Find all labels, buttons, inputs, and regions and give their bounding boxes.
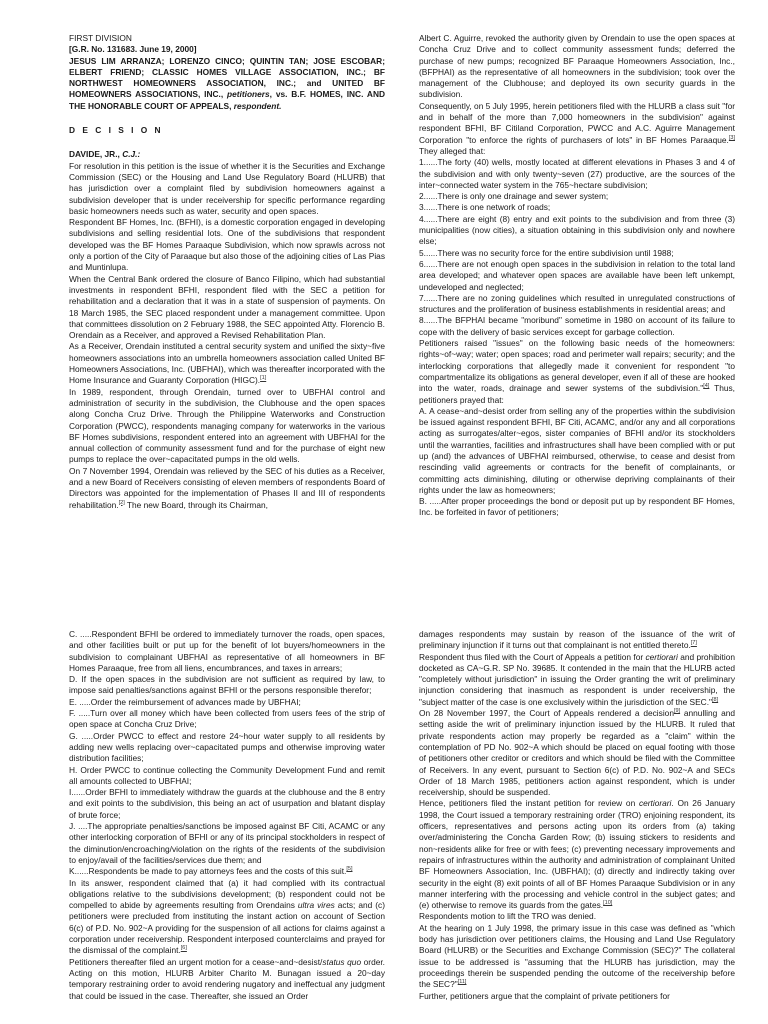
footnote-link[interactable]: [4] — [703, 383, 710, 390]
list-item: 3......There is one network of roads; — [419, 202, 551, 213]
paragraph-text: damages respondents may sustain by reason of the issuance of the writ of preliminary injunction if it turns out that complainant is not entitled thereto. — [419, 629, 735, 651]
list-item: 8......The BFPHAI became "moribund" sometime in 1980 on account of its failure to cope with the delivery of basic services except for garbage collection. — [419, 315, 735, 337]
paragraph — [419, 798, 735, 911]
footnote-link[interactable]: [9] — [673, 708, 681, 715]
paragraph: For resolution in this petition is the issue of whether it is the Securities and Exchange Commission (SEC) or the Housing and Land Use Regulatory Board (HLURB) that has jurisdiction over a complaint filed by subdivision homeowners against a subdivision developer that is under receivership for specific performance regarding basic homeowners needs such as water, security and open spaces. — [69, 160, 385, 216]
paragraph-text: On 28 November 1997, the Court of Appeals rendered a decision — [419, 708, 674, 719]
paragraph-text: In its answer, respondent claimed that (a) it had complied with its contractual obligations relative to the subdivisions development; (b) respondent could not be compelled to abide by agreements resulting from Orendains — [69, 877, 385, 911]
respondent-label: respondent. — [233, 100, 282, 111]
list-item: H. Order PWCC to continue collecting the Community Development Fund and remit all amounts collected to UBFHAI; — [69, 764, 385, 786]
paragraph-text: The new Board, through its Chairman, — [124, 499, 268, 510]
paragraph-text: Respondent thus filed with the Court of Appeals a petition for — [419, 651, 644, 662]
paragraph-text: Petitioners raised "issues" on the following basic needs of the homeowners: rights~of~way; water; open spaces; road and perimeter wall repairs; security; and the interlocking corporations that allegedly made it convenient for respondent "to compartmentalize its obligations as general developer, even if all of these are hooked into the water, roads, drainage and sewer systems of the subdivision." — [419, 338, 735, 394]
paragraph — [69, 466, 385, 511]
paragraph — [419, 708, 735, 798]
footnote-link[interactable]: [1] — [260, 375, 267, 382]
footnote-link[interactable]: [7] — [690, 640, 697, 647]
paragraph — [419, 923, 735, 991]
paragraph — [419, 101, 735, 157]
list-item: B. .....After proper proceedings the bond or deposit put up by respondent BF Homes, Inc. be forfeited in favor of petitioners; — [419, 496, 735, 518]
list-item: G. .....Order PWCC to effect and restore 24~hour water supply to all residents by adding new wells replacing over~capacitated pumps and otherwise improving water distribution facilities; — [69, 730, 385, 764]
list-item: I......Order BFHI to immediately withdraw the guards at the clubhouse and the 8 entry and exit points to the subdivision, this being an act of usurpation and blatant display of brute force; — [69, 787, 385, 820]
list-item: 7......There are no zoning guidelines which resulted in unregulated constructions of structures and the proliferation of business establishments in residential areas; and — [419, 292, 735, 315]
list-item: J. ....The appropriate penalties/sanctions be imposed against BF Citi, ACAMC or any other interlocking corporation of BFHI or any of its principal stockholders in respect of the diminution/encroaching/violation on the rights of the residents of the subdivision to enjoy/avail of the facilities/services due them; and — [69, 821, 385, 865]
paragraph-text: At the hearing on 1 July 1998, the primary issue in this case was defined as "which body has jurisdiction over petitioners claims, the Housing and Land Use Regulatory Board (HLURB) or the Securities and Exchange Commission (SEC)?" The collateral issue to be addressed is "assuming that the HLURB has jurisdiction, may the proceedings therein be suspended pending the outcome of the receivership before the SEC?" — [419, 922, 735, 990]
list-item: D. If the open spaces in the subdivision are not sufficient as required by law, to impose said penalties/sanctions against BFHI or the persons responsible therefor; — [69, 674, 385, 696]
list-item: A. A cease~and~desist order from selling any of the properties within the subdivision be issued against respondent BFHI, BF Citi, ACAMC, and/or any and all corporations acting as surrogates/alter~egos, sister companies of BFHI and/or its stockholders until the warranties, facilities and infrastructures shall have been complied with or put up (and) the advances of UBFHAI reimbursed, otherwise, to cease and desist from rescinding valid agreements or contracts for the benefit of complainants, or committing acts diminishing, diluting or otherwise depriving complainants of their rights under the law as homeowners; — [419, 405, 735, 495]
decision-heading: D E C I S I O N — [69, 125, 164, 136]
footnote-link[interactable]: [3] — [728, 134, 735, 141]
paragraph-text: As a Receiver, Orendain instituted a central security system and unified the sixty~five homeowners associations into an umbrella homeowners association called United BF Homeowners Associations, Inc. (UBFHAI), which was thereafter incorporated with the Home Insurance and Guaranty Corporation (HIGC). — [69, 341, 385, 386]
paragraph: Further, petitioners argue that the complaint of private petitioners for — [419, 990, 670, 1001]
petitioners-label: petitioners — [227, 89, 270, 100]
list-item: 5......There was no security force for the entire subdivision until 1988; — [419, 247, 674, 258]
paragraph-text: Consequently, on 5 July 1995, herein petitioners filed with the HLURB a class suit "for and in behalf of the more than 7,000 homeowners in the subdivision" against respondent BFHI, BF Citiland Corporation, PWCC and A.C. Aguirre Management Corporation "to enforce the rights of purchasers of lots" in BF Homes Paraaque. — [419, 100, 735, 145]
case-number: [G.R. No. 131683. June 19, 2000] — [69, 44, 197, 55]
paragraph-text: K......Respondents be made to pay attorneys fees and the costs of this suit. — [69, 866, 347, 877]
column-3 — [69, 629, 385, 1024]
footnote-link[interactable]: [2] — [118, 499, 125, 506]
author-name: DAVIDE, JR., — [69, 149, 120, 160]
paragraph: When the Central Bank ordered the closure of Banco Filipino, which had substantial investments in respondent BFHI, respondent filed with the SEC a petition for rehabilitation and a declaration that it was in a state of suspension of payments. On 18 March 1985, the SEC placed respondent under a management committee. Upon that committees dissolution on 2 February 1988, the SEC appointed Atty. Florencio B. Orendain as a Receiver, and approved a Revised Rehabilitation Plan. — [69, 273, 385, 341]
paragraph: Respondents motion to lift the TRO was denied. — [419, 911, 597, 922]
italic-term: status quo — [322, 956, 362, 967]
list-item: 6......There are not enough open spaces in the subdivision in relation to the total land area developed; and whatever open spaces are available have been left unkempt, undeveloped and neglected; — [419, 258, 735, 292]
paragraph-text: annulling and setting aside the writ of preliminary injunction issued by the HLURB. It ruled that private respondents action may properly be regarded as a "claim" within the contemplation of PD No. 902~A which should be placed on equal footing with those of petitioners other creditor or creditors and which should be filed with the Committee of Receivers. In any event, pursuant to Section 6(c) of P.D. No. 902~A and SECs Order of 18 March 1985, petitioners action against respondent, which is under receivership, should be suspended. — [419, 708, 735, 798]
paragraph: In 1989, respondent, through Orendain, turned over to UBFHAI control and administration of security in the subdivision, the Clubhouse and the open spaces along Concha Cruz Drive. Through the Philippine Waterworks and Construction Corporation (PWCC), respondents managing company for waterworks in the various BF Homes subdivisions, respondent entered into an agreement with UBFHAI for the annual collection of community assessment fund and for the purchase of eight new pumps to replace the over~capacitated pumps in the old wells. — [69, 386, 385, 465]
paragraph: Albert C. Aguirre, revoked the authority given by Orendain to use the open spaces at Concha Cruz Drive and to collect community assessment funds; deferred the purchase of new pumps; recognized BF Paraaque Homeowners Association, Inc., (BFPHAI) as the representative of all homeowners in the subdivision; took over the management of the Clubhouse; and deployed its own security guards in the subdivision. — [419, 33, 735, 100]
column-2 — [419, 33, 735, 593]
author-title: C.J.: — [122, 149, 141, 160]
column-4 — [419, 629, 735, 1024]
footnote-link[interactable]: [5] — [346, 866, 353, 873]
paragraph — [69, 878, 385, 957]
footnote-link[interactable]: [11] — [457, 979, 467, 986]
italic-term: ultra vires — [297, 900, 335, 911]
parties-text: JESUS LIM ARRANZA; LORENZO CINCO; QUINTIN TAN; JOSE ESCOBAR; ELBERT FRIEND; CLASSIC HOMES VILLAGE ASSOCIATION, INC.; BF NORTHWEST HOMEOWNERS ASSOCIATION, INC.; and UNITED BF HOMEOWNERS ASSOCIATIONS, INC., — [69, 55, 385, 100]
list-item: 1......The forty (40) wells, mostly located at different elevations in Phases 3 and 4 of the subdivision and with only twenty~seven (27) productive, are the sources of the inter~connected water system in the 765~hectare subdivision; — [419, 157, 735, 190]
list-item: F. .....Turn over all money which have been collected from users fees of the strip of open space at Concha Cruz Drive; — [69, 708, 385, 730]
paragraph — [69, 957, 385, 1002]
paragraph-text: Petitioners thereafter filed an urgent motion for a cease~and~desist/ — [69, 956, 323, 967]
list-item: 2......There is only one drainage and sewer system; — [419, 191, 609, 202]
paragraph-text: They alleged that: — [419, 145, 486, 156]
italic-term: certiorari — [645, 651, 678, 662]
paragraph — [419, 629, 735, 652]
paragraph — [419, 338, 735, 406]
list-item — [69, 866, 385, 877]
paragraph: Respondent BF Homes, Inc. (BFHI), is a domestic corporation engaged in developing subdivisions and selling residential lots. One of the subdivisions that respondent developed was the BF Homes Paraaque Subdivision, which now sprawls across not only a portion of the City of Paraaque but also those of the adjoining cities of Las Pias and Muntinlupa. — [69, 217, 385, 273]
paragraph-text: acts; and (c) petitioners were precluded from instituting the instant action on account of Section 6(c) of P.D. No. 902~A providing for the suspension of all actions for claims against a corporation under receivership. Respondent interposed counterclaims and prayed for the dismissal of the complaint. — [69, 900, 385, 956]
paragraph-text: Thus, petitioners prayed that: — [419, 383, 735, 405]
list-item: C. .....Respondent BFHI be ordered to immediately turnover the roads, open spaces, and other facilities built or put up for the benefit of lot buyers/homeowners in the subdivision to complainant UBFHAI as representative of all homeowners in BF Homes Paraaque, free from all liens, encumbrances, and taxes in arrears; — [69, 629, 385, 673]
italic-term: certiorari — [638, 798, 672, 809]
paragraph — [69, 341, 385, 386]
author-line — [69, 149, 385, 160]
list-item: 4......There are eight (8) entry and exit points to the subdivision and from three (3) municipalities (now cities), a situation obtaining in this subdivision only and nowhere else; — [419, 213, 735, 247]
paragraph-text: Hence, petitioners filed the instant petition for review on — [419, 798, 636, 809]
list-item: E. .....Order the reimbursement of advances made by UBFHAI; — [69, 696, 301, 707]
paragraph-text: order. Acting on this motion, HLURB Arbiter Charito M. Bunagan issued a 20~day temporary restraining order to avoid rendering nugatory and ineffectual any judgment that could be issued in the case. Thereafter, she issued an Order — [69, 956, 385, 1001]
paragraph-text: . On 26 January 1998, the Court issued a temporary restraining order (TRO) enjoining respondent, its officers, representatives and persons acting upon its orders from (a) taking over/administering the Concha Garden Row; (b) issuing stickers to residents and non~residents alike for free or with fees; (c) preventing necessary improvements and repairs of infrastructures within the authority and administration of complainant United BF Homeowners Association, Inc. (UBFHAI); (d) directly and indirectly taking over security in the eight (8) exit points of all of BF Homes Paraaque Subdivision or in any manner interfering with the processing and vehicle control in the subject gates; and (e) otherwise to remove its guards from the gates. — [419, 798, 735, 911]
case-parties — [69, 56, 385, 112]
paragraph-text: and prohibition docketed as CA~G.R. SP No. 39685. It contended in the main that the HLURB acted "completely without jurisdiction" in issuing the Order granting the writ of preliminary injunction considering that inasmuch as respondent is under receivership, the "subject matter of the case is one exclusively within the jurisdiction of the SEC." — [419, 651, 735, 707]
footnote-link[interactable]: [8] — [712, 697, 719, 703]
paragraph — [419, 652, 735, 708]
division-label: FIRST DIVISION — [69, 33, 132, 43]
versus-text: , vs. B.F. HOMES, INC. AND THE HONORABLE COURT OF APPEALS, — [69, 89, 385, 111]
footnote-link[interactable]: [6] — [180, 945, 187, 952]
paragraph-text: On 7 November 1994, Orendain was relieved by the SEC of his duties as a Receiver, and a new Board of Receivers consisting of eleven members of respondents Board of Directors was appointed for the implementation of Phases II and III of respondents rehabilitation. — [69, 465, 385, 510]
footnote-link[interactable]: [10] — [603, 900, 613, 907]
column-1 — [69, 33, 385, 593]
